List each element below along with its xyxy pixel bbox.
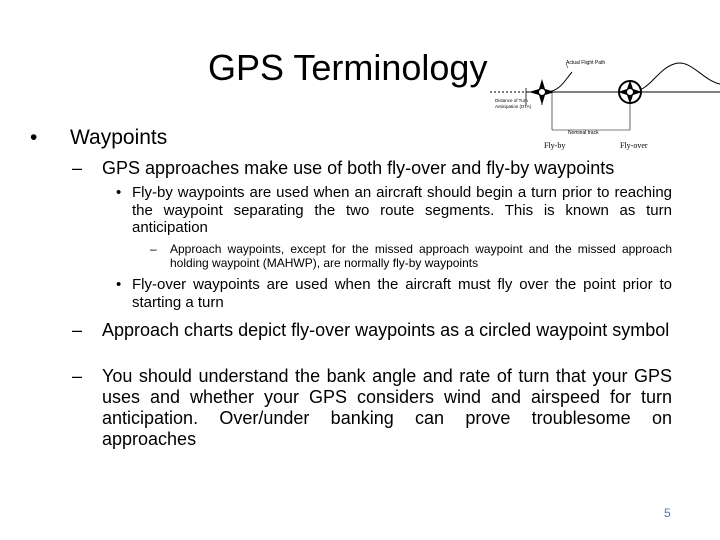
dash-icon: – <box>72 366 83 386</box>
dash-icon: – <box>72 158 83 178</box>
bullet-flyby-text: Fly-by waypoints are used when an aircraft should begin a turn prior to reaching the waypoint separating the two route segments. This is known as turn anticipation <box>132 184 672 236</box>
bullet-icon: • <box>116 276 122 293</box>
bullet-icon: • <box>116 184 122 201</box>
sub-bullet-bank-angle <box>72 366 672 450</box>
bullet-waypoints-text: Waypoints <box>70 126 168 149</box>
flyby-waypoint-icon <box>529 79 555 105</box>
bullet-flyover <box>116 276 672 311</box>
flyby-path <box>526 72 572 92</box>
page-number: 5 <box>664 506 671 520</box>
dash-approach-waypoints <box>150 242 672 270</box>
flyover-waypoint-icon <box>618 80 642 104</box>
sub-bullet-charts <box>72 320 672 341</box>
sub-bullet-approaches-text: GPS approaches make use of both fly-over and fly-by waypoints <box>102 158 615 178</box>
sub-bullet-approaches <box>72 158 672 179</box>
label-flyby: Fly-by <box>544 141 566 150</box>
bullet-flyby <box>116 184 672 237</box>
bullet-icon: • <box>30 126 38 149</box>
waypoint-diagram <box>490 50 720 152</box>
sub-bullet-bank-angle-text: You should understand the bank angle and rate of turn that your GPS uses and whether your GPS considers wind and airspeed for turn anticipation. Over/under banking can prove troublesome on approaches <box>102 366 672 449</box>
sub-bullet-charts-text: Approach charts depict fly-over waypoints as a circled waypoint symbol <box>102 320 670 340</box>
dash-icon: – <box>150 242 157 256</box>
label-flyover: Fly-over <box>620 141 648 150</box>
dash-icon: – <box>72 320 83 340</box>
label-dta-2: Anticipation (DTA) <box>495 104 532 109</box>
slide-title: GPS Terminology <box>208 47 488 88</box>
label-nominal-track: Nominal track <box>568 130 599 136</box>
label-dta-1: Distance of Turn <box>495 98 528 103</box>
bullet-flyover-text: Fly-over waypoints are used when the aircraft must fly over the point prior to starting a turn <box>132 276 672 311</box>
flyover-path <box>630 63 720 92</box>
dash-approach-waypoints-text: Approach waypoints, except for the missed approach waypoint and the missed approach holding waypoint (MAHWP), are normally fly-by waypoints <box>170 242 672 270</box>
label-actual-flight-path: Actual Flight Path <box>566 60 606 66</box>
